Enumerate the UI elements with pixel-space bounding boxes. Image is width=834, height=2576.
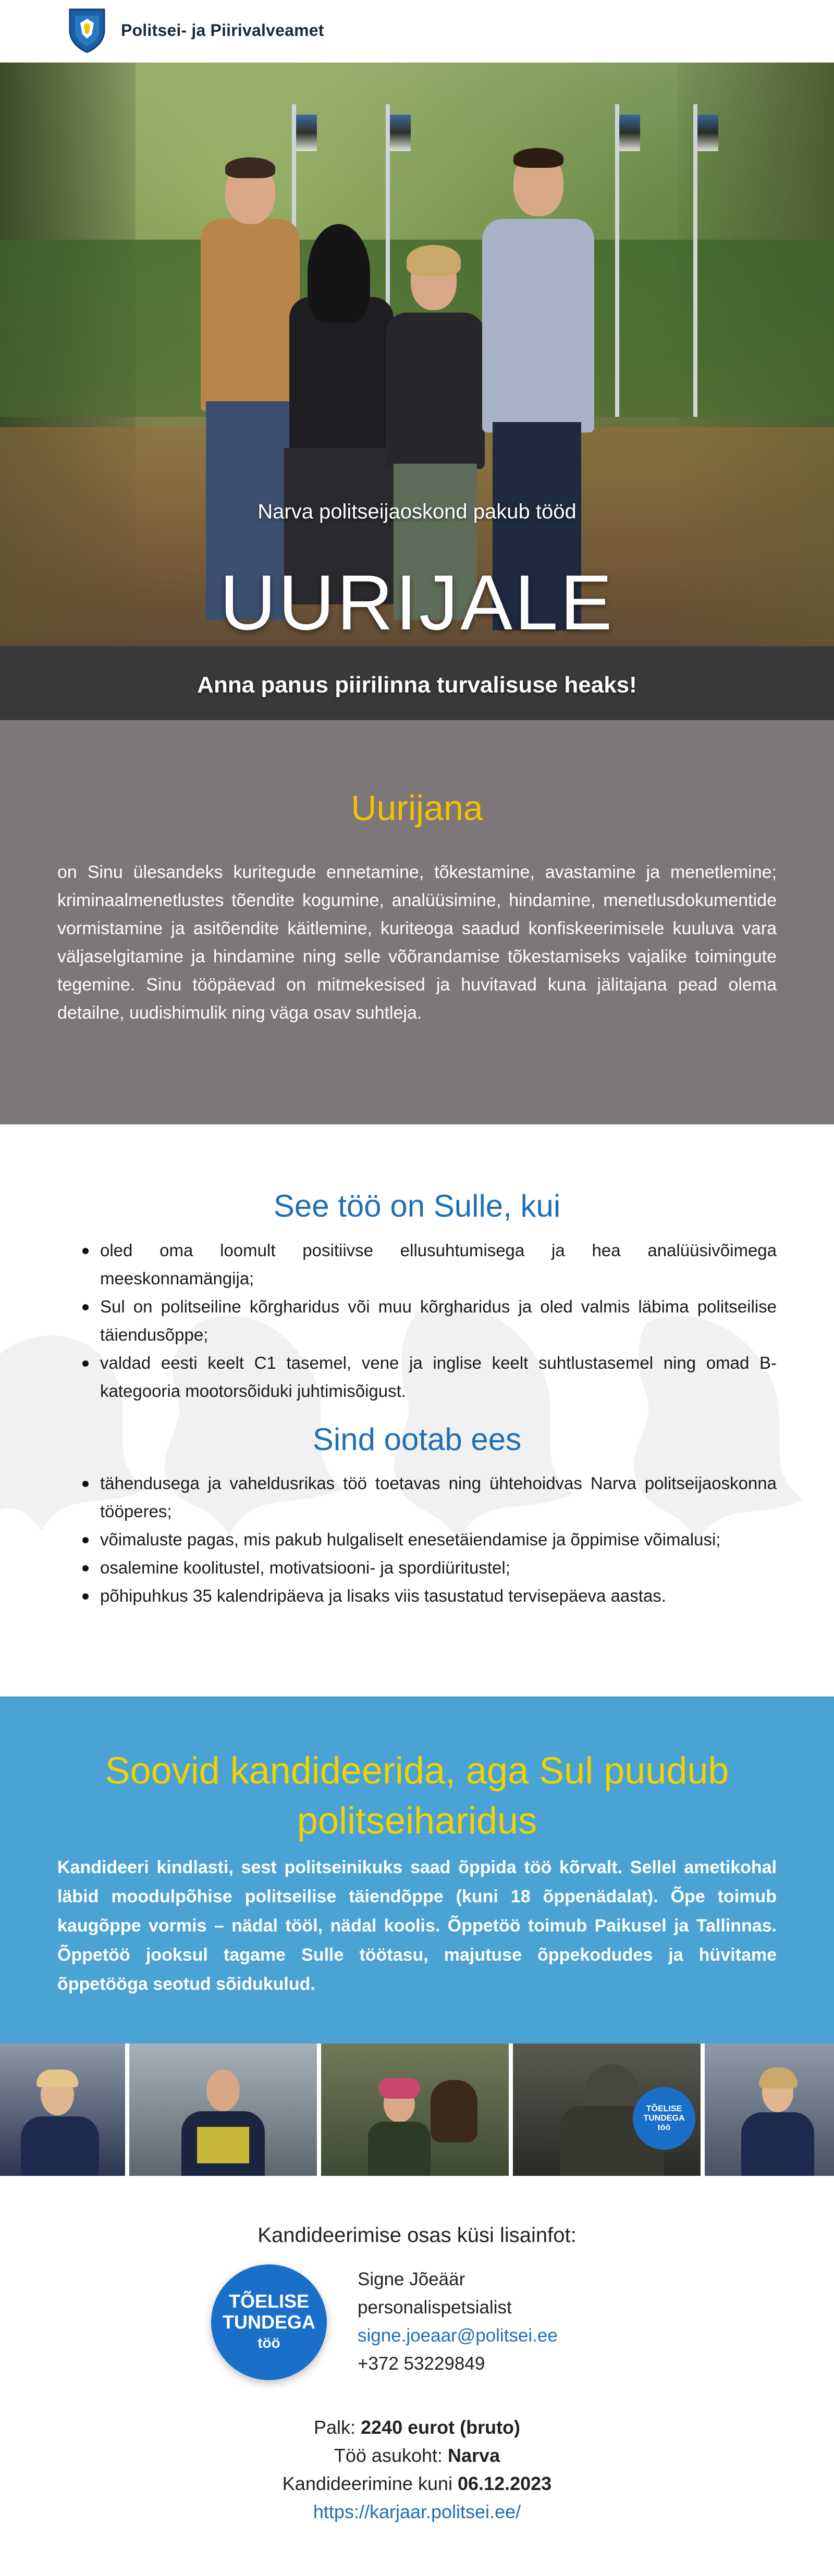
officer-photo [0,2044,125,2176]
list-item: põhipuhkus 35 kalendripäeva ja lisaks viis tasustatud tervisepäeva aastas. [78,1582,777,1610]
badge-small: TÕELISE TUNDEGA töö [633,2087,695,2150]
flag [390,115,411,151]
list-item: tähendusega ja vaheldusrikas töö toetavas ning ühtehoidvas Narva politseijaoskonna tööperes; [78,1469,777,1526]
officer-photo [129,2044,317,2176]
hero-slogan: Anna panus piirilinna turvalisuse heaks! [197,672,637,698]
flag [296,115,317,151]
org-name: Politsei- ja Piirivalveamet [121,20,324,40]
contact-section [0,2176,834,2576]
contact-phone[interactable]: +372 53229849 [358,2354,485,2374]
site-header [0,0,834,63]
hero-title: UURIJALE [219,559,615,646]
offers-list [78,1469,777,1610]
officer-photo [705,2044,834,2176]
contact-email-link[interactable]: signe.joeaar@politsei.ee [358,2325,558,2346]
offers-heading: Sind ootab ees [312,1422,522,1457]
list-item: Sul on politseiline kõrgharidus või muu kõrgharidus ja oled valmis läbima politseilise täiendusõppe; [78,1293,777,1349]
about-heading: Uurijana [351,788,483,828]
flag [697,115,718,151]
list-item: valdad eesti keelt C1 tasemel, vene ja inglise keelt suhtlustasemel ning omad B-kategooria mootorsõiduki juhtimisõigust. [78,1349,777,1405]
police-shield-emblem-icon [68,7,106,53]
hero-banner [0,63,834,720]
list-item: oled oma loomult positiivse ellusuhtumisega ja hea analüüsivõimega meeskonnamängija; [78,1236,777,1293]
flag-pole [693,104,697,417]
requirements-heading: See töö on Sulle, kui [273,1188,561,1223]
contact-person [358,2265,558,2378]
apply-section [0,1696,834,2044]
list-item: osalemine koolitustel, motivatsiooni- ja spordiüritustel; [78,1554,777,1582]
requirements-list [78,1236,777,1405]
career-link[interactable]: https://karjaar.politsei.ee/ [313,2501,521,2522]
salary-line: Palk: 2240 eurot (bruto) [313,2417,521,2438]
location-line: Töö asukoht: Narva [334,2445,500,2466]
job-facts [0,2413,834,2526]
flag [619,115,640,151]
badge-logo: TÕELISE TUNDEGA töö [211,2264,327,2380]
about-text: on Sinu ülesandeks kuritegude ennetamine, tõkestamine, avastamine ja menetlemine; kriminaalmenetlustes tõendite kogumine, analüüsimine, hindamine, menetlusdokumentide vormistamine ja asitõendite käitlemine, kuriteoga saadud konfiskeerimisele kuuluva vara väljaselgitamine ja hindamine ning selle võõrandamise tõkestamiseks vajalike toimingute tegemine. Sinu tööpäevad on mitmekesised ja huvitavad kuna jälitajana pead olema detailne, uudishimulik ning väga osav suhtleja. [57,862,777,1023]
apply-heading-line1: Soovid kandideerida, aga Sul puudub [105,1750,729,1792]
contact-name: Signe Jõeäär [358,2269,465,2289]
apply-text: Kandideeri kindlasti, sest politseinikuks saad õppida töö kõrvalt. Sellel ametikohal läbid moodulpõhise politseilise täiendõppe (kuni 18 õppenädalat). Õpe toimub kaugõppe vormis – nädal tööl, nädal koolis. Õppetöö toimub Paikusel ja Tallinnas. Õppetöö jooksul tagame Sulle töötasu, majutuse õppekodudes ja hüvitame õppetööga seotud sõidukulud. [57,1857,777,1994]
deadline-line: Kandideerimine kuni 06.12.2023 [282,2473,552,2494]
apply-heading-line2: politseiharidus [297,1800,537,1842]
contact-ask: Kandideerimise osas küsi lisainfot: [257,2224,577,2247]
hero-subtitle: Narva politseijaoskond pakub tööd [257,500,577,523]
special-forces-photo [513,2044,701,2176]
logo[interactable] [68,7,324,53]
list-item: võimaluste pagas, mis pakub hulgaliselt enesetäiendamise ja õppimise võimalusi; [78,1526,777,1554]
dog-handler-photo [321,2044,509,2176]
flag-pole [615,104,619,417]
photo-strip [0,2044,834,2176]
contact-role: personalispetsialist [358,2297,512,2318]
details-section [0,1124,834,1696]
about-section [0,720,834,1124]
apply-heading [0,1746,834,1846]
